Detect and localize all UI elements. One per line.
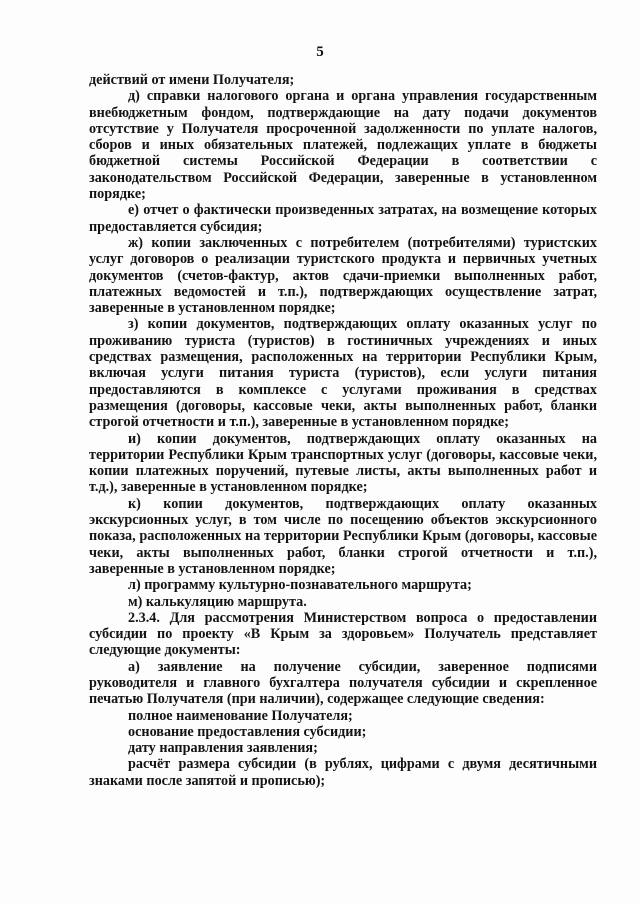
paragraph: л) программу культурно-познавательного маршрута; [128,577,472,594]
paragraph: з) копии документов, подтверждающих оплату оказанных услуг по проживанию туриста (туристов) в гостиничных учреждениях и иных средствах размещения, расположенных на территории Республики Крым, включая услуги питания туриста (туристов), если услуги питания предоставляются в комплексе с услугами проживания в средствах размещения (договоры, кассовые чеки, акты выполненных работ, бланки строгой отчетности и т.п.), заверенные в установленном порядке; [89,316,597,431]
paragraph: а) заявление на получение субсидии, заверенное подписями руководителя и главного бухгалтера получателя субсидии и скрепленное печатью Получателя (при наличии), содержащее следующие сведения: [89,658,597,708]
paragraph: 2.3.4. Для рассмотрения Министерством вопроса о предоставлении субсидии по проекту «В Крым за здоровьем» Получатель представляет следующие документы: [89,609,597,659]
paragraph: основание предоставления субсидии; [128,723,367,740]
paragraph: ж) копии заключенных с потребителем (потребителями) туристских услуг договоров о реализации туристского продукта и первичных учетных документов (счетов-фактур, актов сдачи-приемки выполненных работ, платежных ведомостей и т.п.), подтверждающих осуществление затрат, заверенные в установленном порядке; [89,234,597,317]
paragraph: д) справки налогового органа и органа управления государственным внебюджетным фондом, подтверждающие на дату подачи документов отсутствие у Получателя просроченной задолженности по уплате налогов, сборов и иных обязательных платежей, подлежащих уплате в бюджеты бюджетной системы Российской Федерации в соответствии с законодательством Российской Федерации, заверенные в установленном порядке; [89,88,597,203]
paragraph: дату направления заявления; [128,740,318,757]
document-body [89,72,597,789]
page-number: 5 [316,44,324,60]
paragraph: полное наименование Получателя; [128,707,353,724]
paragraph: и) копии документов, подтверждающих оплату оказанных на территории Республики Крым транспортных услуг (договоры, кассовые чеки, копии платежных поручений, путевые листы, акты выполненных работ и т.д.), заверенные в установленном порядке; [89,430,597,496]
paragraph: расчёт размера субсидии (в рублях, цифрами с двумя десятичными знаками после запятой и прописью); [89,756,597,789]
paragraph: к) копии документов, подтверждающих оплату оказанных экскурсионных услуг, в том числе по посещению объектов экскурсионного показа, расположенных на территории Республики Крым (договоры, кассовые чеки, акты выполненных работ, бланки строгой отчетности и т.п.), заверенные в установленном порядке; [89,495,597,577]
paragraph: действий от имени Получателя; [89,72,295,88]
paragraph: м) калькуляцию маршрута. [128,593,307,610]
paragraph: е) отчет о фактически произведенных затратах, на возмещение которых предоставляется субсидия; [89,202,597,235]
